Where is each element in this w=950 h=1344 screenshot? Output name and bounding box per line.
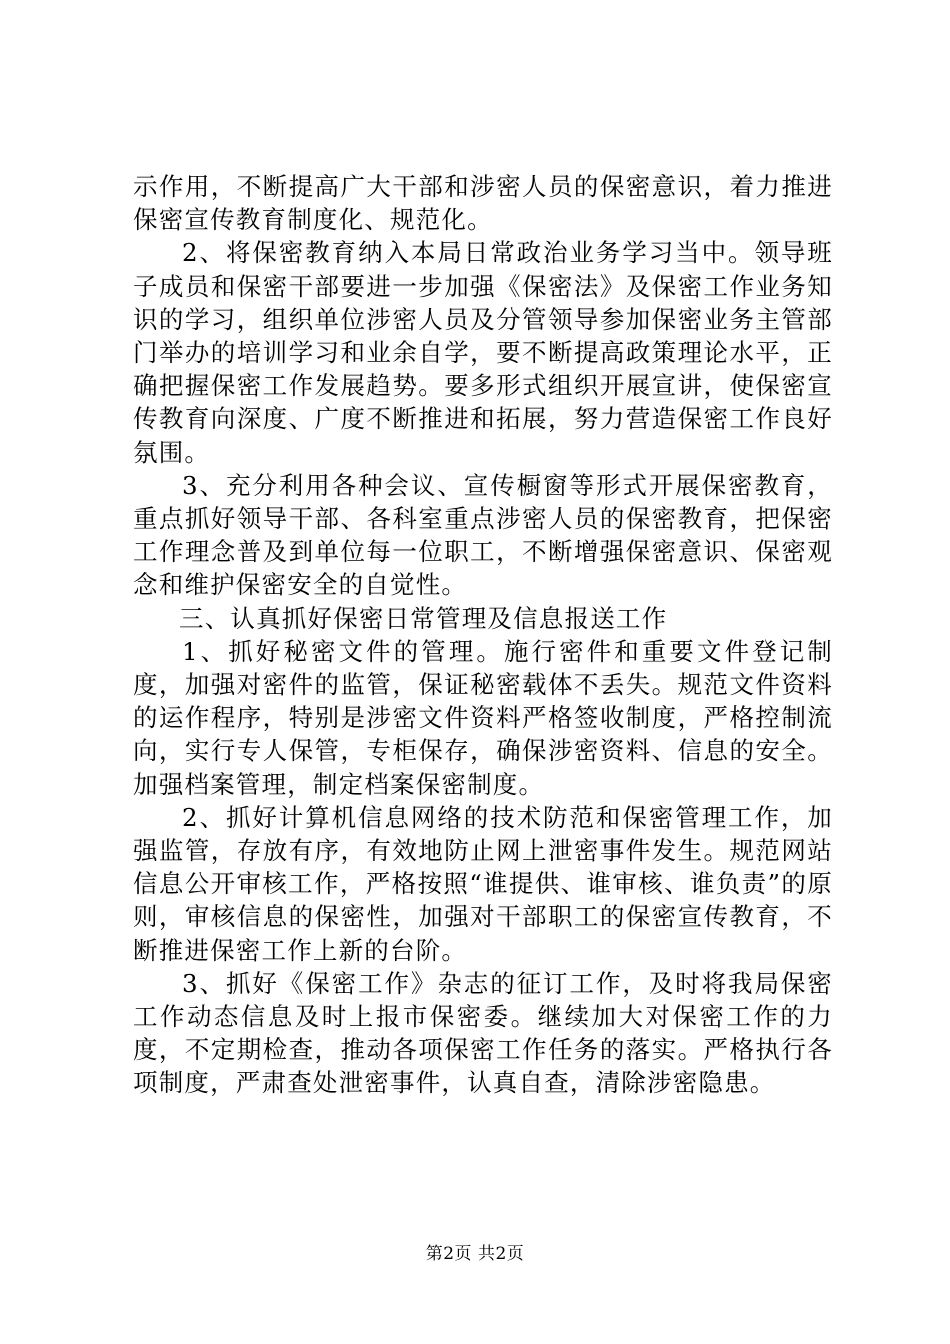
paragraph-item-2: 2、将保密教育纳入本局日常政治业务学习当中。领导班子成员和保密干部要进一步加强《保密法》及保密工作业务知识的学习，组织单位涉密人员及分管领导参加保密业务主管部门举办的培训学习和业余自学，要不断提高政策理论水平，正确把握保密工作发展趋势。要多形式组织开展宣讲，使保密宣传教育向深度、广度不断推进和拓展，努力营造保密工作良好氛围。 — [133, 238, 833, 467]
paragraph-continuation: 示作用，不断提高广大干部和涉密人员的保密意识，着力推进保密宣传教育制度化、规范化。 — [133, 172, 833, 235]
section-paragraph-3: 3、抓好《保密工作》杂志的征订工作，及时将我局保密工作动态信息及时上报市保密委。继续加大对保密工作的力度，不定期检查，推动各项保密工作任务的落实。严格执行各项制度，严肃查处泄密事件，认真自查，清除涉密隐患。 — [133, 968, 833, 1098]
section-heading: 三、认真抓好保密日常管理及信息报送工作 — [179, 603, 668, 633]
page-number-footer: 第2页 共2页 — [425, 1244, 525, 1264]
paragraph-item-3: 3、充分利用各种会议、宣传橱窗等形式开展保密教育，重点抓好领导干部、各科室重点涉密人员的保密教育，把保密工作理念普及到单位每一位职工，不断增强保密意识、保密观念和维护保密安全的自觉性。 — [133, 470, 833, 600]
section-paragraph-1: 1、抓好秘密文件的管理。施行密件和重要文件登记制度，加强对密件的监管，保证秘密载体不丢失。规范文件资料的运作程序，特别是涉密文件资料严格签收制度，严格控制流向，实行专人保管，专柜保存，确保涉密资料、信息的安全。加强档案管理，制定档案保密制度。 — [133, 636, 833, 799]
section-paragraph-2: 2、抓好计算机信息网络的技术防范和保密管理工作，加强监管，存放有序，有效地防止网上泄密事件发生。规范网站信息公开审核工作，严格按照“谁提供、谁审核、谁负责”的原则，审核信息的保密性，加强对干部职工的保密宣传教育，不断推进保密工作上新的台阶。 — [133, 802, 833, 965]
document-body — [133, 170, 833, 1100]
